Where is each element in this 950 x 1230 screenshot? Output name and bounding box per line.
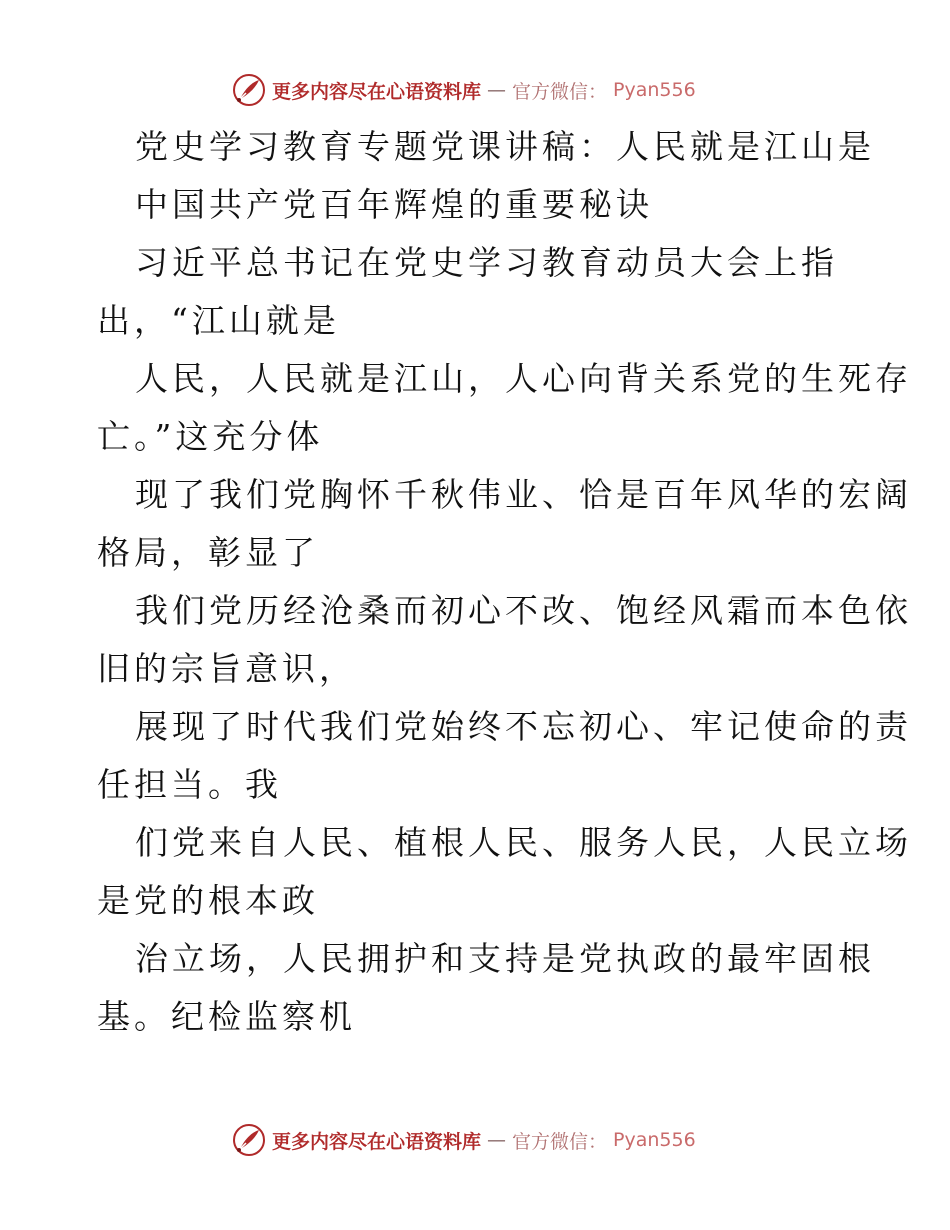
paragraph-line: 格局，彰显了 (97, 533, 319, 572)
paragraph-line: 展现了时代我们党始终不忘初心、牢记使命的责 (135, 707, 912, 746)
paragraph-line: 人民，人民就是江山，人心向背关系党的生死存 (135, 359, 912, 398)
document-title-line-1: 党史学习教育专题党课讲稿：人民就是江山是 (135, 127, 875, 166)
paragraph-line: 基。纪检监察机 (97, 997, 356, 1036)
header-banner[interactable] (232, 70, 696, 110)
footer-banner[interactable] (232, 1120, 696, 1160)
paragraph-line: 我们党历经沧桑而初心不改、饱经风霜而本色依 (135, 591, 912, 630)
paragraph-line: 任担当。我 (97, 765, 282, 804)
paragraph-line: 习近平总书记在党史学习教育动员大会上指 (135, 243, 838, 282)
quill-pen-icon (232, 73, 266, 107)
paragraph-line: 们党来自人民、植根人民、服务人民，人民立场 (135, 823, 912, 862)
banner-dash: — (487, 79, 507, 101)
document-body (97, 118, 912, 1046)
document-title-line-2: 中国共产党百年辉煌的重要秘诀 (135, 185, 653, 224)
paragraph-line: 亡。”这充分体 (97, 417, 324, 456)
paragraph-line: 是党的根本政 (97, 881, 319, 920)
banner-wechat-id: Pyan556 (613, 79, 696, 101)
paragraph-line: 旧的宗旨意识， (97, 649, 356, 688)
paragraph-line: 现了我们党胸怀千秋伟业、恰是百年风华的宏阔 (135, 475, 912, 514)
banner-wechat-label: 官方微信： (512, 80, 608, 103)
banner-wechat-label: 官方微信： (512, 1130, 608, 1153)
banner-brand-text: 更多内容尽在心语资料库 (272, 1130, 482, 1153)
banner-dash: — (487, 1129, 507, 1151)
paragraph-line: 出，“江山就是 (97, 301, 340, 340)
banner-wechat-id: Pyan556 (613, 1129, 696, 1151)
paragraph-line: 治立场，人民拥护和支持是党执政的最牢固根 (135, 939, 875, 978)
banner-brand-text: 更多内容尽在心语资料库 (272, 80, 482, 103)
paragraph-lines (97, 234, 912, 1046)
quill-pen-icon (232, 1123, 266, 1157)
